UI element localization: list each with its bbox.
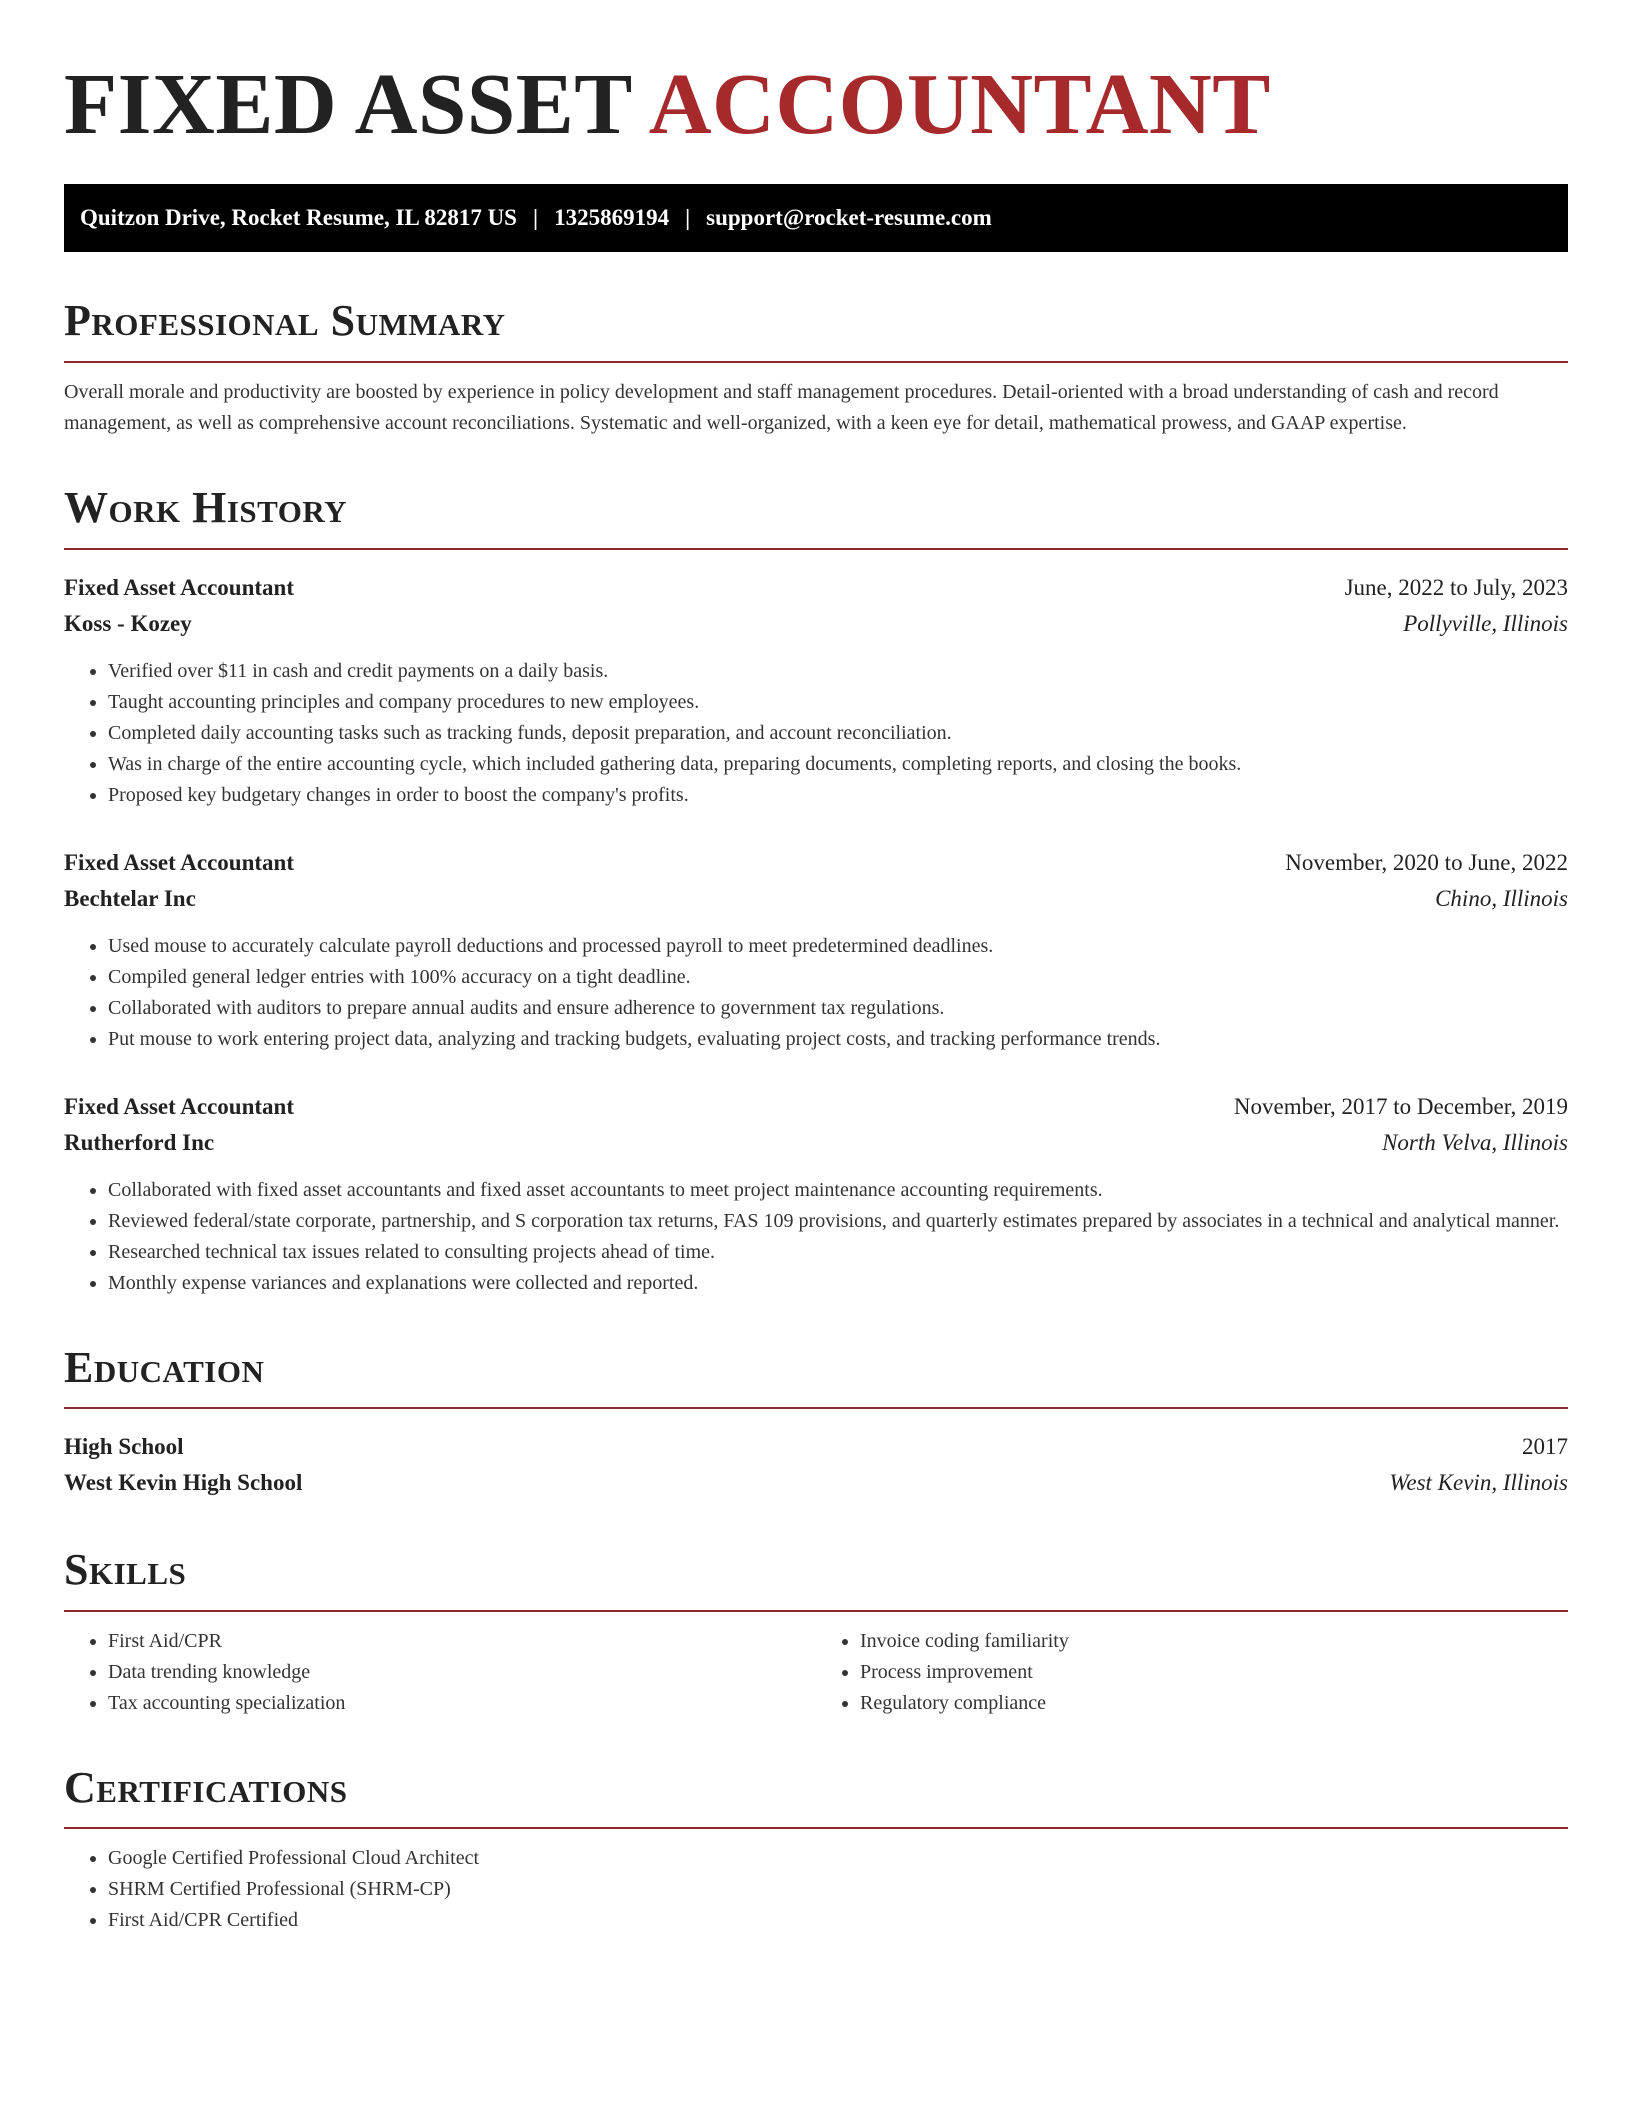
education-year: 2017 [1522, 1434, 1568, 1460]
skill-item: • Process improvement [860, 1657, 1568, 1688]
education-school: West Kevin High School [64, 1470, 303, 1496]
job-bullet: • Used mouse to accurately calculate payroll deductions and processed payroll to meet predetermined deadlines. [108, 931, 1568, 962]
section-divider [64, 361, 1568, 363]
job-company: Koss - Kozey [64, 610, 192, 636]
certifications-list [64, 1843, 1568, 1936]
job-bullet: • Monthly expense variances and explanations were collected and reported. [108, 1268, 1568, 1299]
contact-bar [64, 184, 1568, 252]
job-bullet: • Put mouse to work entering project data, analyzing and tracking budgets, evaluating project costs, and tracking performance trends. [108, 1024, 1568, 1055]
skill-item: • Tax accounting specialization [108, 1688, 816, 1719]
education-entry [64, 1429, 1568, 1501]
job-location: Pollyville, Illinois [1403, 610, 1568, 636]
section-title-education: Education [64, 1342, 265, 1392]
section-title-work: Work History [64, 482, 348, 532]
job-bullet: • Researched technical tax issues related to consulting projects ahead of time. [108, 1237, 1568, 1268]
section-divider [64, 1610, 1568, 1612]
job-bullet: • Taught accounting principles and company procedures to new employees. [108, 687, 1568, 718]
job-bullet: • Collaborated with fixed asset accountants and fixed asset accountants to meet project maintenance accounting requirements. [108, 1175, 1568, 1206]
contact-separator: | [532, 205, 539, 231]
certification-item: • SHRM Certified Professional (SHRM-CP) [108, 1874, 1568, 1905]
job-entry [64, 570, 1568, 811]
job-bullets [64, 656, 1568, 811]
job-location: North Velva, Illinois [1382, 1129, 1568, 1155]
job-title: Fixed Asset Accountant [64, 849, 294, 875]
job-company: Rutherford Inc [64, 1129, 215, 1155]
education-degree: High School [64, 1434, 184, 1460]
skills-column-right [816, 1626, 1568, 1719]
job-bullet: • Verified over $11 in cash and credit payments on a daily basis. [108, 656, 1568, 687]
education-location: West Kevin, Illinois [1389, 1470, 1568, 1496]
job-bullet: • Compiled general ledger entries with 100% accuracy on a tight deadline. [108, 962, 1568, 993]
contact-email[interactable]: support@rocket-resume.com [706, 205, 992, 231]
job-bullets [64, 931, 1568, 1055]
name-part-1: FIXED ASSET [64, 55, 632, 152]
skills-column-left [64, 1626, 816, 1719]
certification-item: • First Aid/CPR Certified [108, 1905, 1568, 1936]
contact-separator: | [685, 205, 691, 231]
job-bullet: • Reviewed federal/state corporate, partnership, and S corporation tax returns, FAS 109 provisions, and quarterly estimates prepared by associates in a technical and analytical manner. [108, 1206, 1568, 1237]
job-entry [64, 845, 1568, 1055]
job-bullet: • Completed daily accounting tasks such as tracking funds, deposit preparation, and account reconciliation. [108, 718, 1568, 749]
job-dates: November, 2017 to December, 2019 [1233, 1093, 1568, 1119]
skill-item: • First Aid/CPR [108, 1626, 816, 1657]
skill-item: • Data trending knowledge [108, 1657, 816, 1688]
job-title: Fixed Asset Accountant [64, 574, 294, 600]
job-dates: June, 2022 to July, 2023 [1344, 574, 1568, 600]
job-bullet: • Proposed key budgetary changes in order to boost the company's profits. [108, 780, 1568, 811]
contact-phone: 1325869194 [554, 205, 670, 231]
section-divider [64, 1407, 1568, 1409]
section-divider [64, 548, 1568, 550]
section-divider [64, 1827, 1568, 1829]
job-bullets [64, 1175, 1568, 1299]
job-location: Chino, Illinois [1435, 885, 1568, 911]
contact-address: Quitzon Drive, Rocket Resume, IL 82817 US [80, 205, 517, 231]
job-bullet: • Was in charge of the entire accounting cycle, which included gathering data, preparing documents, completing reports, and closing the books. [108, 749, 1568, 780]
skills-list [64, 1626, 1568, 1719]
section-title-certifications: Certifications [64, 1762, 348, 1812]
job-company: Bechtelar Inc [64, 885, 196, 911]
section-title-summary: Professional Summary [64, 296, 506, 346]
resume-name [64, 52, 1568, 156]
job-dates: November, 2020 to June, 2022 [1285, 849, 1568, 875]
skill-item: • Invoice coding familiarity [860, 1626, 1568, 1657]
certification-item: • Google Certified Professional Cloud Architect [108, 1843, 1568, 1874]
job-bullet: • Collaborated with auditors to prepare annual audits and ensure adherence to government tax regulations. [108, 993, 1568, 1024]
job-title: Fixed Asset Accountant [64, 1093, 294, 1119]
skill-item: • Regulatory compliance [860, 1688, 1568, 1719]
summary-text: Overall morale and productivity are boosted by experience in policy development and staff management procedures. Detail-oriented with a broad understanding of cash and record management, as well as comprehensive account reconciliations. Systematic and well-organized, with a keen eye for detail, mathematical prowess, and GAAP expertise. [64, 380, 1499, 434]
section-title-skills: Skills [64, 1545, 187, 1595]
name-part-2: ACCOUNTANT [648, 55, 1271, 152]
job-entry [64, 1089, 1568, 1299]
